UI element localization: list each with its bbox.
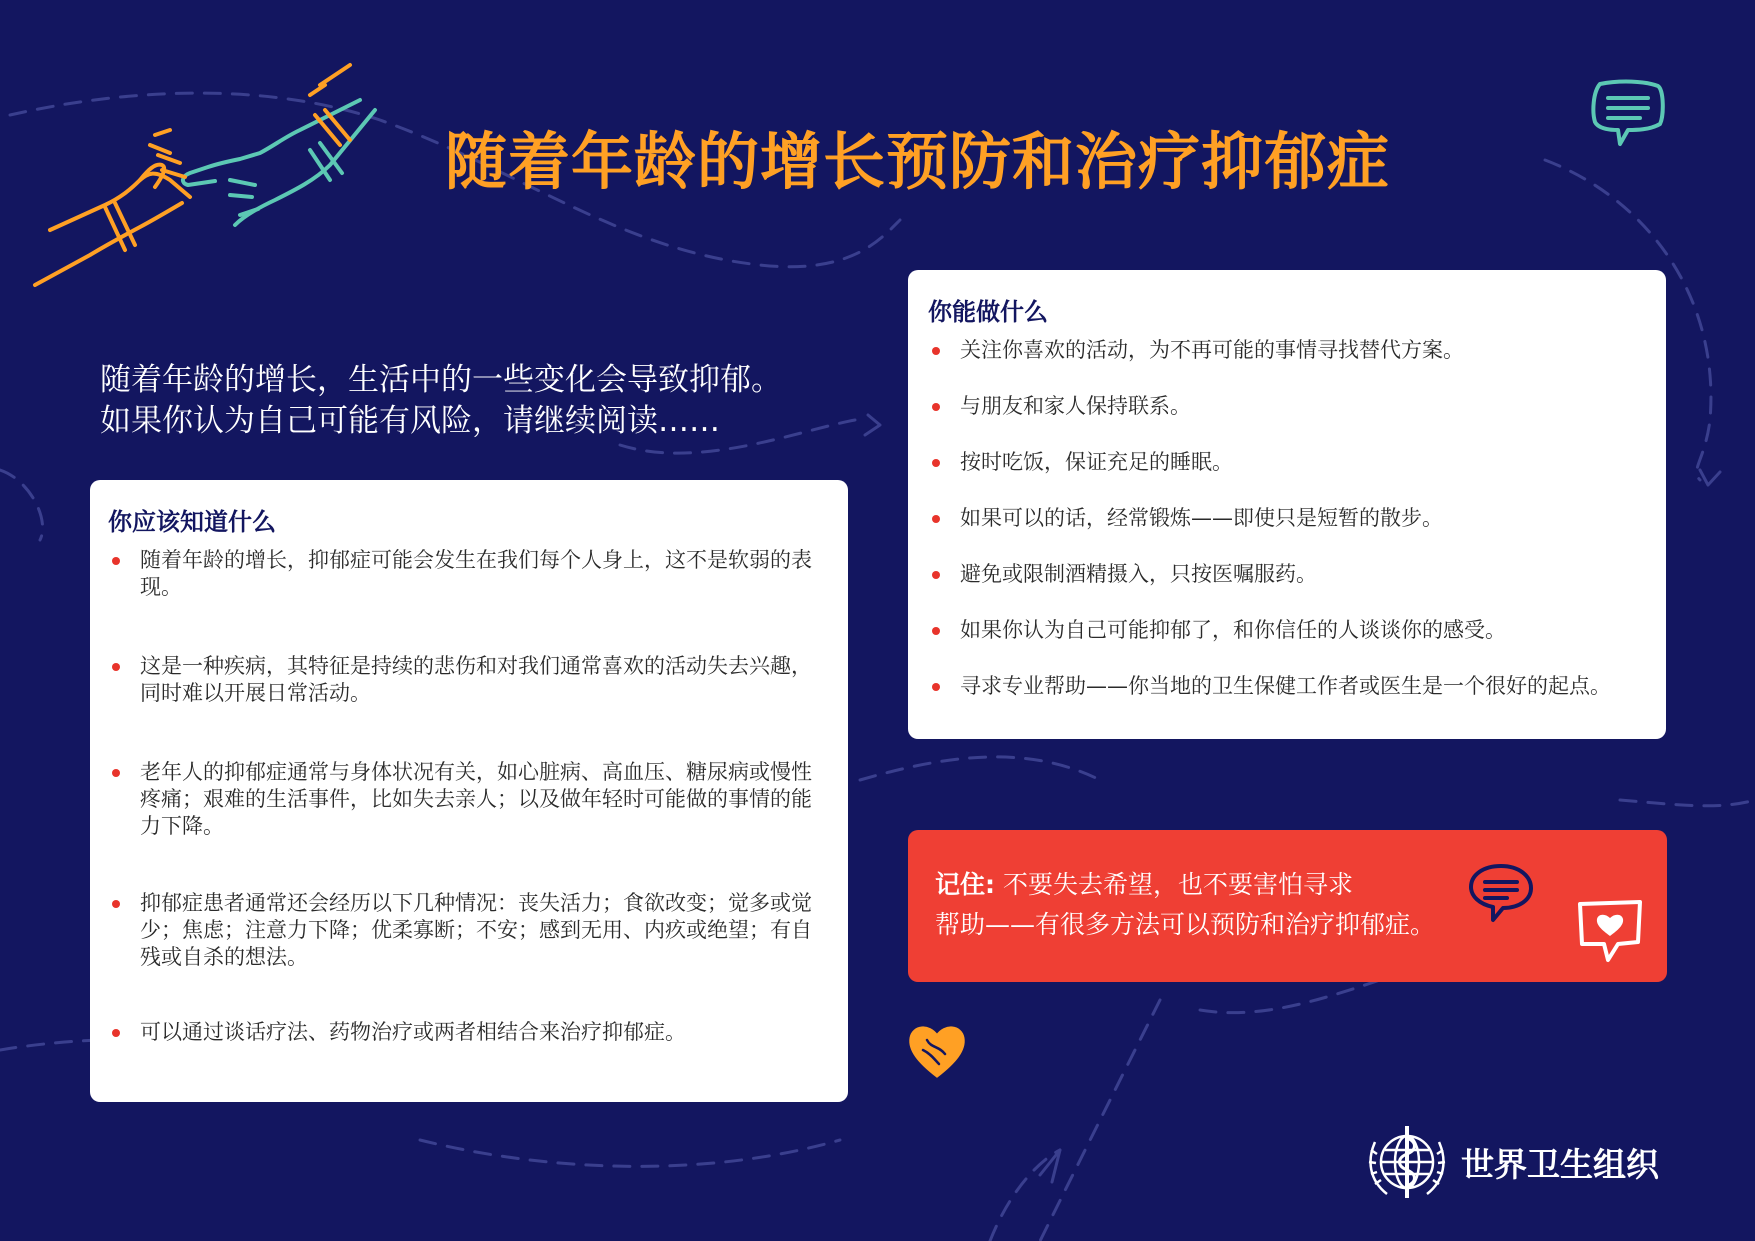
list-item: 与朋友和家人保持联系。: [928, 393, 1648, 420]
list-item: 如果你认为自己可能抑郁了，和你信任的人谈谈你的感受。: [928, 617, 1648, 644]
list-item: 这是一种疾病，其特征是持续的悲伤和对我们通常喜欢的活动失去兴趣，同时难以开展日常活动。: [108, 653, 818, 707]
heart-speech-bubble-icon: [1574, 898, 1646, 966]
remember-line-2: 帮助——有很多方法可以预防和治疗抑郁症。: [935, 910, 1436, 939]
list-item: 关注你喜欢的活动，为不再可能的事情寻找替代方案。: [928, 337, 1648, 364]
what-you-can-do-list: [928, 337, 1648, 700]
list-item: 如果可以的话，经常锻炼——即使只是短暂的散步。: [928, 505, 1648, 532]
bullet-icon: [112, 900, 120, 908]
list-item: 寻求专业帮助——你当地的卫生保健工作者或医生是一个很好的起点。: [928, 673, 1648, 700]
remember-box: [908, 830, 1667, 982]
intro-text: [100, 360, 860, 442]
bullet-icon: [932, 459, 940, 467]
bullet-icon: [932, 403, 940, 411]
list-item: 按时吃饭，保证充足的睡眠。: [928, 449, 1648, 476]
who-name: 世界卫生组织: [1461, 1144, 1659, 1184]
who-logo: [1365, 1120, 1659, 1204]
bullet-icon: [932, 515, 940, 523]
what-to-know-heading: 你应该知道什么: [108, 508, 276, 536]
bullet-icon: [932, 347, 940, 355]
list-item: 避免或限制酒精摄入，只按医嘱服药。: [928, 561, 1648, 588]
speech-bubble-icon: [1467, 862, 1535, 924]
list-item: 随着年龄的增长，抑郁症可能会发生在我们每个人身上，这不是软弱的表现。: [108, 547, 818, 601]
list-item: 可以通过谈话疗法、药物治疗或两者相结合来治疗抑郁症。: [108, 1019, 818, 1046]
what-to-know-list: [108, 547, 818, 1046]
bullet-icon: [932, 627, 940, 635]
what-you-can-do-card: [908, 270, 1666, 739]
bullet-icon: [932, 683, 940, 691]
what-you-can-do-heading: 你能做什么: [928, 298, 1048, 326]
bullet-icon: [112, 663, 120, 671]
bullet-icon: [932, 571, 940, 579]
intro-line-2: 如果你认为自己可能有风险，请继续阅读……: [100, 403, 720, 439]
intro-line-1: 随着年龄的增长，生活中的一些变化会导致抑郁。: [100, 362, 782, 398]
bullet-icon: [112, 557, 120, 565]
list-item: 抑郁症患者通常还会经历以下几种情况：丧失活力；食欲改变；觉多或觉少；焦虑；注意力下降；优柔寡断；不安；感到无用、内疚或绝望；有自残或自杀的想法。: [108, 890, 818, 971]
what-to-know-card: [90, 480, 848, 1102]
who-emblem-icon: [1365, 1120, 1449, 1204]
heart-icon: [905, 1018, 969, 1082]
bullet-icon: [112, 1029, 120, 1037]
page-title: 随着年龄的增长预防和治疗抑郁症: [444, 125, 1390, 198]
bullet-icon: [112, 769, 120, 777]
remember-label: 记住:: [935, 870, 995, 899]
remember-line-1: 记住: 不要失去希望，也不要害怕寻求: [935, 870, 1353, 899]
list-item: 老年人的抑郁症通常与身体状况有关，如心脏病、高血压、糖尿病或慢性疼痛；艰难的生活事件，比如失去亲人；以及做年轻时可能做的事情的能力下降。: [108, 759, 818, 840]
